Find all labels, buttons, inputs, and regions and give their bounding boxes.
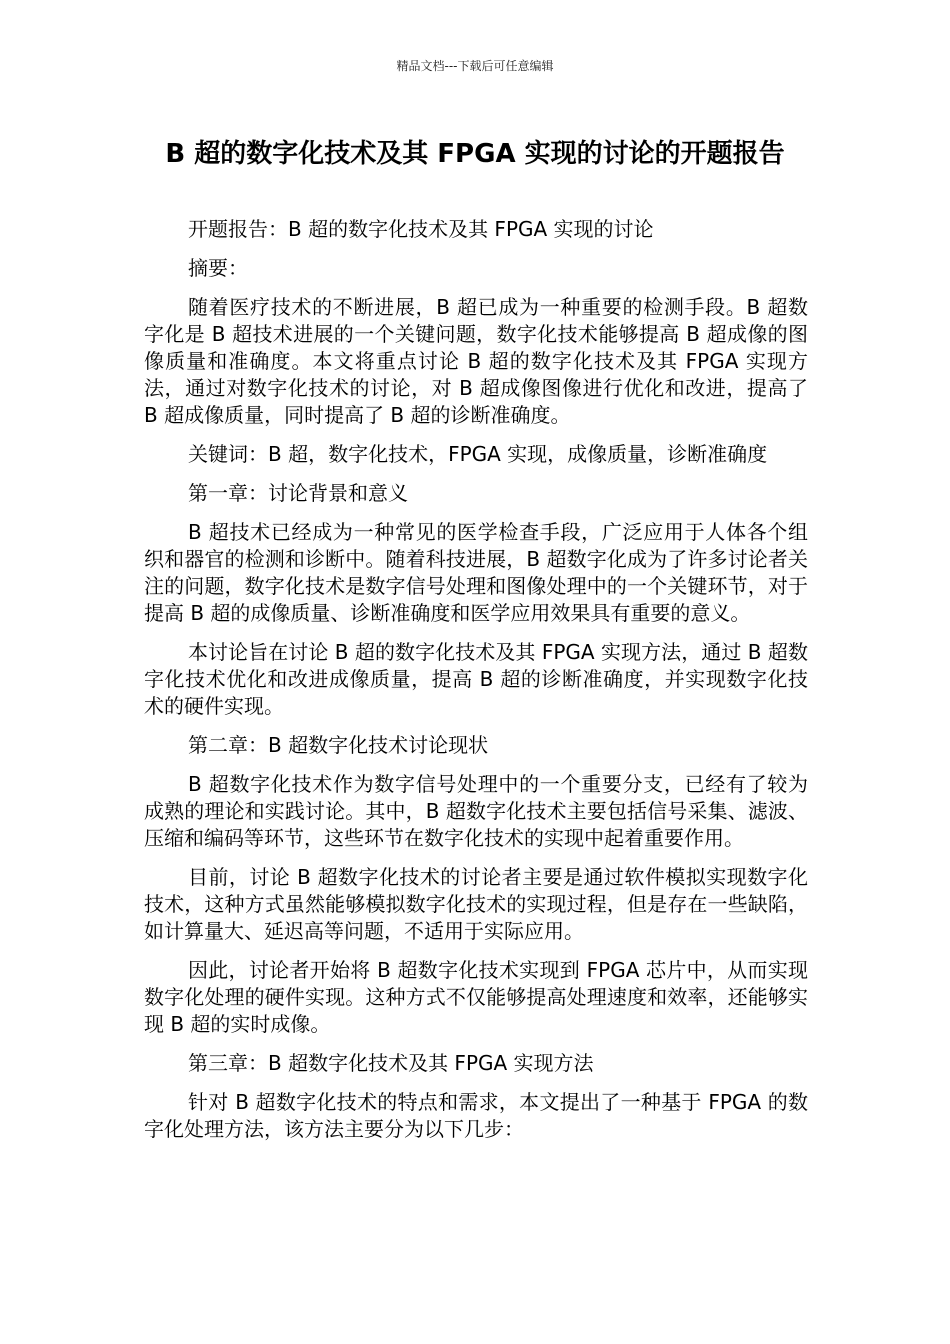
document-body xyxy=(144,216,808,1155)
paragraph: 本讨论旨在讨论 B 超的数字化技术及其 FPGA 实现方法，通过 B 超数字化技术优化和改进成像质量，提高 B 超的诊断准确度，并实现数字化技术的硬件实现。 xyxy=(144,640,808,718)
chapter-2-heading: 第二章：B 超数字化技术讨论现状 xyxy=(188,733,489,757)
paragraph-abstract: 随着医疗技术的不断进展，B 超已成为一种重要的检测手段。B 超数字化是 B 超技术进展的一个关键问题，数字化技术能够提高 B 超成像的图像质量和准确度。本文将重点讨论 B 超的数字化技术及其 FPGA 实现方法，通过对数字化技术的讨论，对 B 超成像图像进行优化和改进，提高了 B 超成像质量，同时提高了 B 超的诊断准确度。 xyxy=(144,295,808,427)
chapter-1-heading: 第一章：讨论背景和意义 xyxy=(188,481,408,505)
document-title: B 超的数字化技术及其 FPGA 实现的讨论的开题报告 xyxy=(165,139,785,169)
paragraph: 因此，讨论者开始将 B 超数字化技术实现到 FPGA 芯片中，从而实现数字化处理的硬件实现。这种方式不仅能够提高处理速度和效率，还能够实现 B 超的实时成像。 xyxy=(144,958,808,1036)
paragraph-report-heading: 开题报告：B 超的数字化技术及其 FPGA 实现的讨论 xyxy=(188,217,654,241)
chapter-3-heading: 第三章：B 超数字化技术及其 FPGA 实现方法 xyxy=(188,1051,594,1075)
paragraph: 针对 B 超数字化技术的特点和需求，本文提出了一种基于 FPGA 的数字化处理方法，该方法主要分为以下几步： xyxy=(144,1090,808,1141)
paragraph: B 超技术已经成为一种常见的医学检查手段，广泛应用于人体各个组织和器官的检测和诊断中。随着科技进展，B 超数字化成为了许多讨论者关注的问题，数字化技术是数字信号处理和图像处理中的一个关键环节，对于提高 B 超的成像质量、诊断准确度和医学应用效果具有重要的意义。 xyxy=(144,520,808,625)
paragraph-keywords: 关键词：B 超，数字化技术，FPGA 实现，成像质量，诊断准确度 xyxy=(188,442,768,466)
paragraph: B 超数字化技术作为数字信号处理中的一个重要分支，已经有了较为成熟的理论和实践讨论。其中，B 超数字化技术主要包括信号采集、滤波、压缩和编码等环节，这些环节在数字化技术的实现中起着重要作用。 xyxy=(144,772,808,850)
header-watermark: 精品文档---下载后可任意编辑 xyxy=(396,59,554,73)
paragraph: 目前，讨论 B 超数字化技术的讨论者主要是通过软件模拟实现数字化技术，这种方式虽然能够模拟数字化技术的实现过程，但是存在一些缺陷，如计算量大、延迟高等问题，不适用于实际应用。 xyxy=(144,865,808,943)
paragraph-abstract-label: 摘要： xyxy=(188,256,248,280)
